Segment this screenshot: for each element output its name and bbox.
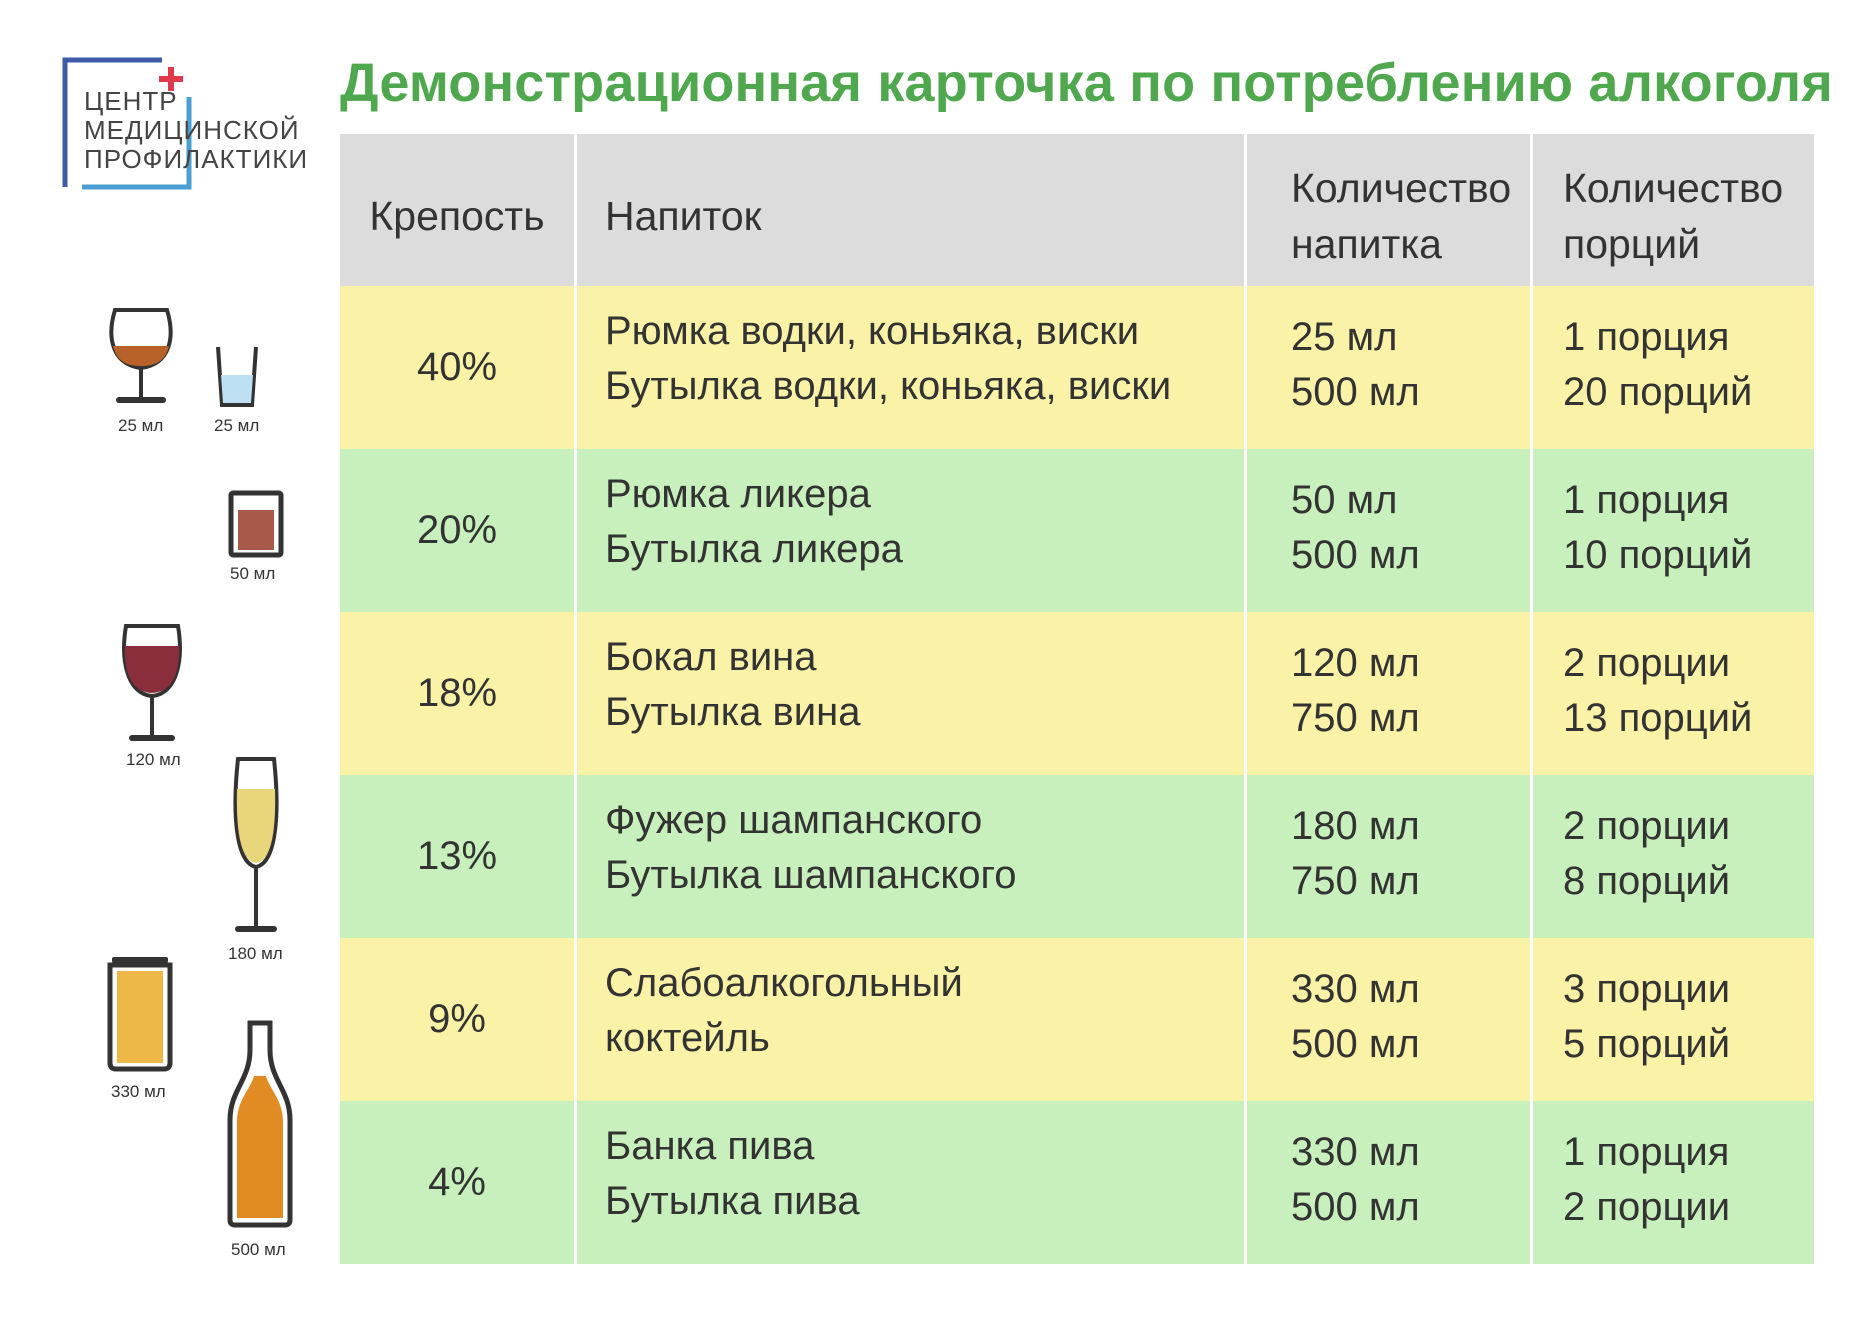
champagne-flute-icon bbox=[228, 755, 284, 935]
portions-cell: 2 порции 8 порций bbox=[1530, 775, 1814, 938]
can-label: 330 мл bbox=[111, 1082, 166, 1101]
liqueur-label: 50 мл bbox=[230, 564, 276, 583]
strength-cell: 40% bbox=[416, 345, 498, 389]
header-amount-line1: Количество bbox=[1291, 165, 1512, 211]
amount-cell: 25 мл 500 мл bbox=[1244, 286, 1530, 449]
alcohol-table bbox=[340, 134, 1814, 1264]
portions-cell: 1 порция 10 порций bbox=[1530, 449, 1814, 612]
strength-cell: 4% bbox=[428, 1160, 486, 1204]
snifter-glass-icon bbox=[105, 306, 177, 410]
logo bbox=[62, 57, 309, 197]
portions-cell: 2 порции 13 порций bbox=[1530, 612, 1814, 775]
portions-cell: 1 порция 2 порции bbox=[1530, 1101, 1814, 1264]
drink-cell: Фужер шампанского Бутылка шампанского bbox=[574, 775, 1244, 938]
shot-label: 25 мл bbox=[214, 416, 260, 435]
header-portions bbox=[1530, 134, 1814, 286]
header-drink: Напиток bbox=[574, 134, 1244, 286]
amount-cell: 120 мл 750 мл bbox=[1244, 612, 1530, 775]
liqueur-glass-icon bbox=[228, 490, 284, 558]
drink-cell: Рюмка водки, коньяка, виски Бутылка водки, коньяка, виски bbox=[574, 286, 1244, 449]
drink-cell: Рюмка ликера Бутылка ликера bbox=[574, 449, 1244, 612]
amount-cell: 180 мл 750 мл bbox=[1244, 775, 1530, 938]
page-title: Демонстрационная карточка по потреблению алкоголя bbox=[340, 53, 1833, 113]
header-portions-line2: порций bbox=[1563, 221, 1701, 267]
table-row bbox=[340, 775, 1814, 938]
shot-glass-icon bbox=[214, 343, 260, 409]
strength-cell: 9% bbox=[428, 997, 486, 1041]
portions-cell: 1 порция 20 порций bbox=[1530, 286, 1814, 449]
strength-cell: 20% bbox=[416, 508, 498, 552]
portions-cell: 3 порции 5 порций bbox=[1530, 938, 1814, 1101]
drink-cell: Бокал вина Бутылка вина bbox=[574, 612, 1244, 775]
table-header bbox=[340, 134, 1814, 286]
header-amount bbox=[1244, 134, 1530, 286]
header-strength: Крепость bbox=[369, 193, 545, 239]
header-amount-line2: напитка bbox=[1291, 221, 1442, 267]
bottle-label: 500 мл bbox=[231, 1240, 286, 1259]
table-row bbox=[340, 449, 1814, 612]
beer-can-icon bbox=[106, 955, 174, 1073]
table-row bbox=[340, 1101, 1814, 1264]
snifter-label: 25 мл bbox=[118, 416, 164, 435]
strength-cell: 13% bbox=[416, 834, 498, 878]
amount-cell: 330 мл 500 мл bbox=[1244, 1101, 1530, 1264]
drink-cell: Слабоалкогольный коктейль bbox=[574, 938, 1244, 1101]
wine-label: 120 мл bbox=[126, 750, 181, 769]
table-row bbox=[340, 286, 1814, 449]
wine-glass-icon bbox=[118, 622, 186, 744]
header-portions-line1: Количество bbox=[1563, 165, 1784, 211]
table-row bbox=[340, 938, 1814, 1101]
amount-cell: 50 мл 500 мл bbox=[1244, 449, 1530, 612]
champagne-label: 180 мл bbox=[228, 944, 283, 963]
strength-cell: 18% bbox=[416, 671, 498, 715]
beer-bottle-icon bbox=[226, 1020, 294, 1228]
amount-cell: 330 мл 500 мл bbox=[1244, 938, 1530, 1101]
table-row bbox=[340, 612, 1814, 775]
logo-text: ЦЕНТР МЕДИЦИНСКОЙ ПРОФИЛАКТИКИ bbox=[84, 86, 309, 174]
drink-cell: Банка пива Бутылка пива bbox=[574, 1101, 1244, 1264]
